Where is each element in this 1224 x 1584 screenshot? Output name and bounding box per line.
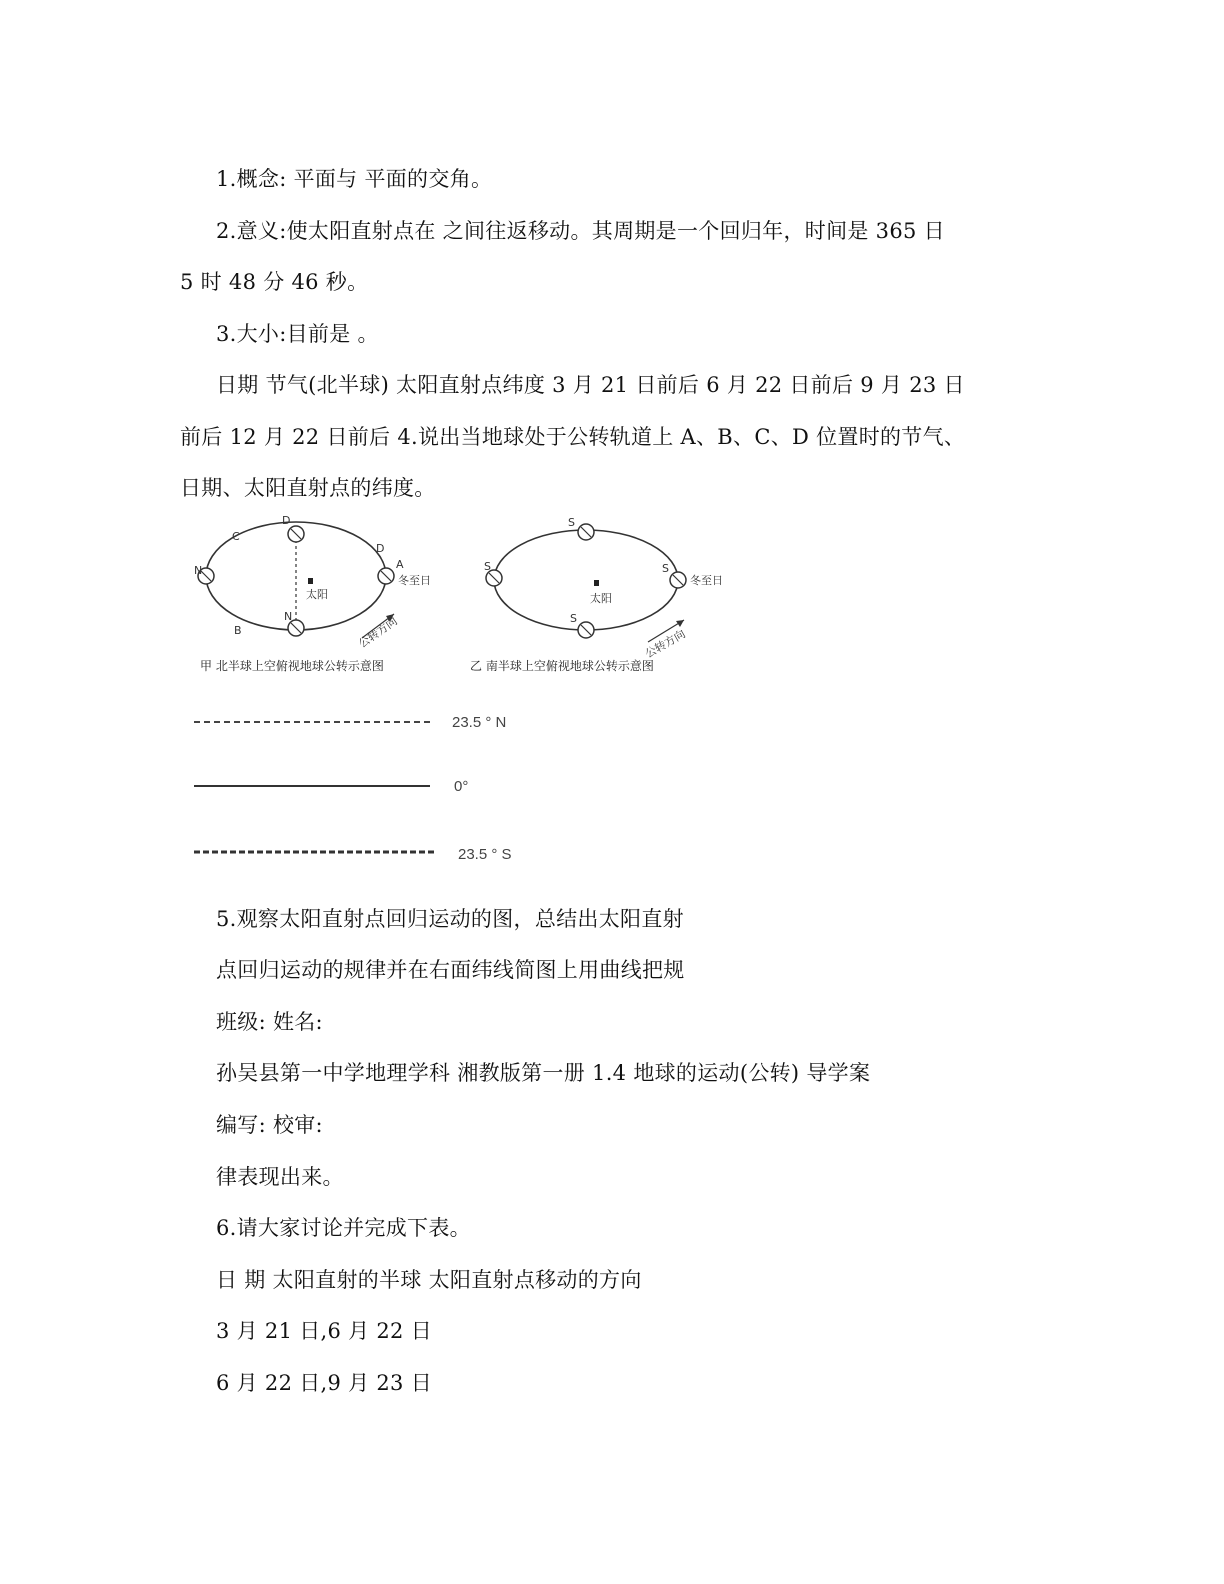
- left-orbit-group: [194, 514, 431, 673]
- left-label-right: A: [396, 558, 404, 571]
- right-orbit-ellipse: [494, 530, 678, 630]
- right-earth-right: [670, 572, 686, 588]
- observe-line-2: 点回归运动的规律并在右面纬线简图上用曲线把规: [216, 958, 685, 982]
- discussion-line: 6.请大家讨论并完成下表。: [216, 1216, 471, 1240]
- left-sun-dot: [308, 578, 313, 584]
- right-sun-dot: [594, 580, 599, 586]
- right-direction-label: 公转方向: [643, 627, 688, 661]
- left-right-label: 冬至日: [398, 574, 431, 587]
- left-pole-left: N: [194, 564, 203, 577]
- right-pole-bottom: S: [570, 612, 577, 625]
- meaning-line-1: 2.意义:使太阳直射点在 之间往返移动。其周期是一个回归年，时间是 365 日: [216, 219, 945, 243]
- meaning-line-2: 5 时 48 分 46 秒。: [180, 270, 369, 294]
- table-header-line-3: 日期、太阳直射点的纬度。: [180, 476, 436, 500]
- concept-line: 1.概念: 平面与 平面的交角。: [216, 167, 493, 191]
- table-columns-line: 日 期 太阳直射的半球 太阳直射点移动的方向: [216, 1268, 642, 1292]
- left-sun-label: 太阳: [306, 588, 328, 601]
- left-orbit-mark-tr: D: [376, 542, 385, 555]
- right-sun-label: 太阳: [590, 592, 612, 605]
- left-earth-top: [288, 526, 304, 542]
- left-earth-right: [378, 568, 394, 584]
- table-header-line-1: 日期 节气(北半球) 太阳直射点纬度 3 月 21 日前后 6 月 22 日前后 9 月 23 日: [216, 373, 965, 397]
- equator-label: 0°: [454, 778, 469, 795]
- latitude-south-label: 23.5 ° S: [458, 846, 512, 863]
- latitude-south-line: [186, 832, 546, 872]
- row-1-line: 3 月 21 日,6 月 22 日: [216, 1319, 432, 1343]
- class-name-line: 班级: 姓名:: [216, 1010, 323, 1034]
- rule-line: 律表现出来。: [216, 1165, 344, 1189]
- latitude-north-label: 23.5 ° N: [452, 714, 507, 731]
- author-line: 编写: 校审:: [216, 1113, 323, 1137]
- left-orbit-mark-bl: B: [234, 624, 242, 637]
- left-direction-label: 公转方向: [356, 614, 400, 651]
- right-right-label: 冬至日: [690, 574, 723, 587]
- right-caption: 乙 南半球上空俯视地球公转示意图: [470, 659, 654, 673]
- right-pole-top: S: [568, 516, 575, 529]
- row-2-line: 6 月 22 日,9 月 23 日: [216, 1371, 432, 1395]
- left-caption: 甲 北半球上空俯视地球公转示意图: [200, 659, 384, 673]
- right-earth-top: [578, 524, 594, 540]
- right-orbit-group: [470, 516, 723, 673]
- school-header-line: 孙吴县第一中学地理学科 湘教版第一册 1.4 地球的运动(公转) 导学案: [216, 1061, 871, 1085]
- right-earth-bottom: [578, 622, 594, 638]
- table-header-line-2: 前后 12 月 22 日前后 4.说出当地球处于公转轨道上 A、B、C、D 位置时的节气、: [180, 425, 966, 449]
- size-line: 3.大小:目前是 。: [216, 322, 379, 346]
- left-label-top: D: [282, 514, 291, 527]
- left-orbit-mark-tl: C: [232, 530, 240, 543]
- right-pole-left: S: [484, 560, 491, 573]
- right-pole-right: S: [662, 562, 669, 575]
- left-pole-bottom: N: [284, 610, 293, 623]
- orbit-diagram: [186, 510, 746, 690]
- equator-line: [186, 766, 546, 806]
- observe-line-1: 5.观察太阳直射点回归运动的图，总结出太阳直射: [216, 907, 684, 931]
- latitude-north-line: [186, 702, 546, 742]
